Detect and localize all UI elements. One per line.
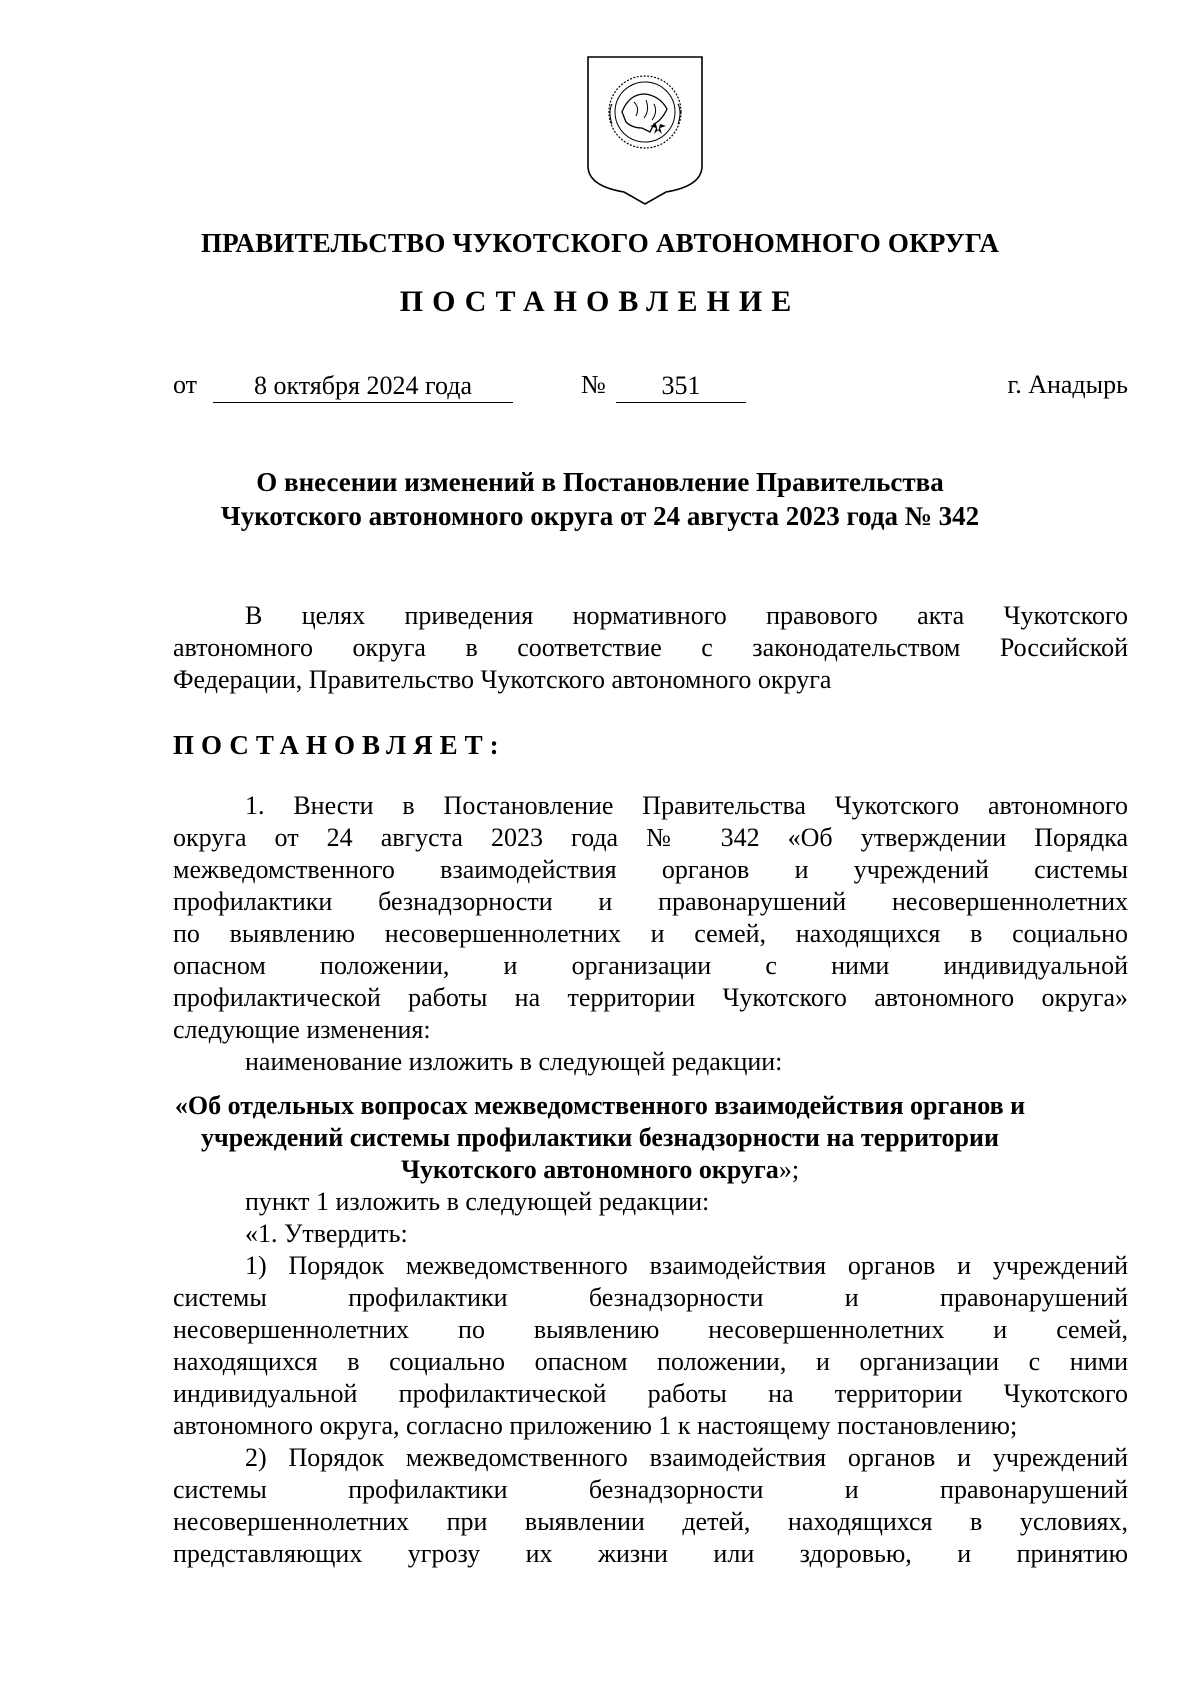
item-1-cont-line: 2) Порядок межведомственного взаимодействия органов и учреждений (245, 1443, 1128, 1472)
item-1-cont-line: автономного округа, согласно приложению 1 к настоящему постановлению; (173, 1411, 1018, 1440)
document-title-line: Чукотского автономного округа от 24 августа 2023 года № 342 (220, 501, 980, 531)
item-1-cont-line: пункт 1 изложить в следующей редакции: (245, 1187, 710, 1216)
open-quote: « (174, 1091, 188, 1120)
close-quote: »; (778, 1155, 800, 1184)
document-date: 8 октября 2024 года (213, 370, 513, 403)
item-1-line: по выявлению несовершеннолетних и семей, находящихся в социально (173, 919, 1128, 948)
item-1-line: межведомственного взаимодействия органов и учреждений системы (173, 855, 1128, 884)
item-1-line: следующие изменения: (173, 1015, 431, 1044)
resolves-heading: ПОСТАНОВЛЯЕТ: (173, 730, 506, 760)
item-1-line: округа от 24 августа 2023 года № 342 «Об утверждении Порядка (173, 823, 1128, 852)
item-1-line: профилактики безнадзорности и правонарушений несовершеннолетних (173, 887, 1128, 916)
date-prefix: от (173, 370, 198, 399)
document-title (0, 465, 1200, 533)
item-1-cont-line: 1) Порядок межведомственного взаимодействия органов и учреждений (245, 1251, 1128, 1280)
new-name-quote (0, 1090, 1200, 1186)
item-1-cont-line: системы профилактики безнадзорности и правонарушений (173, 1475, 1128, 1504)
document-meta-row (173, 370, 1128, 406)
item-1-line: 1. Внести в Постановление Правительства Чукотского автономного (245, 791, 1128, 820)
new-name-line: учреждений системы профилактики безнадзорности на территории (201, 1123, 999, 1152)
preamble-line: В целях приведения нормативного правового акта Чукотского (245, 601, 1128, 630)
item-1-cont-line: представляющих угрозу их жизни или здоровью, и принятию (173, 1539, 1128, 1568)
preamble-line: Федерации, Правительство Чукотского автономного округа (173, 665, 832, 694)
new-name-line: Об отдельных вопросах межведомственного взаимодействия органов и (187, 1091, 1026, 1120)
organization-title: ПРАВИТЕЛЬСТВО ЧУКОТСКОГО АВТОНОМНОГО ОКРУГА (200, 228, 1000, 258)
item-1-cont-line: индивидуальной профилактической работы на территории Чукотского (173, 1379, 1128, 1408)
item-1-line: наименование изложить в следующей редакции: (245, 1047, 783, 1076)
item-1-line: профилактической работы на территории Чукотского автономного округа» (173, 983, 1128, 1012)
preamble (173, 600, 1128, 696)
item-1-cont-line: системы профилактики безнадзорности и правонарушений (173, 1283, 1128, 1312)
preamble-line: автономного округа в соответствие с законодательством Российской (173, 633, 1128, 662)
document-type: ПОСТАНОВЛЕНИЕ (399, 285, 801, 318)
document-city: г. Анадырь (1007, 370, 1128, 399)
item-1-cont-line: «1. Утвердить: (245, 1219, 408, 1248)
new-name-line: Чукотского автономного округа (400, 1155, 779, 1184)
item-1-line: опасном положении, и организации с ними индивидуальной (173, 951, 1128, 980)
document-title-line: О внесении изменений в Постановление Правительства (256, 467, 944, 497)
number-prefix: № (581, 370, 606, 399)
document-number: 351 (616, 370, 746, 403)
item-1-continued (173, 1186, 1128, 1570)
item-1-cont-line: несовершеннолетних при выявлении детей, находящихся в условиях, (173, 1507, 1128, 1536)
item-1 (173, 790, 1128, 1078)
item-1-cont-line: находящихся в социально опасном положении, и организации с ними (173, 1347, 1128, 1376)
item-1-cont-line: несовершеннолетних по выявлению несовершеннолетних и семей, (173, 1315, 1128, 1344)
coat-of-arms-icon (584, 54, 706, 206)
